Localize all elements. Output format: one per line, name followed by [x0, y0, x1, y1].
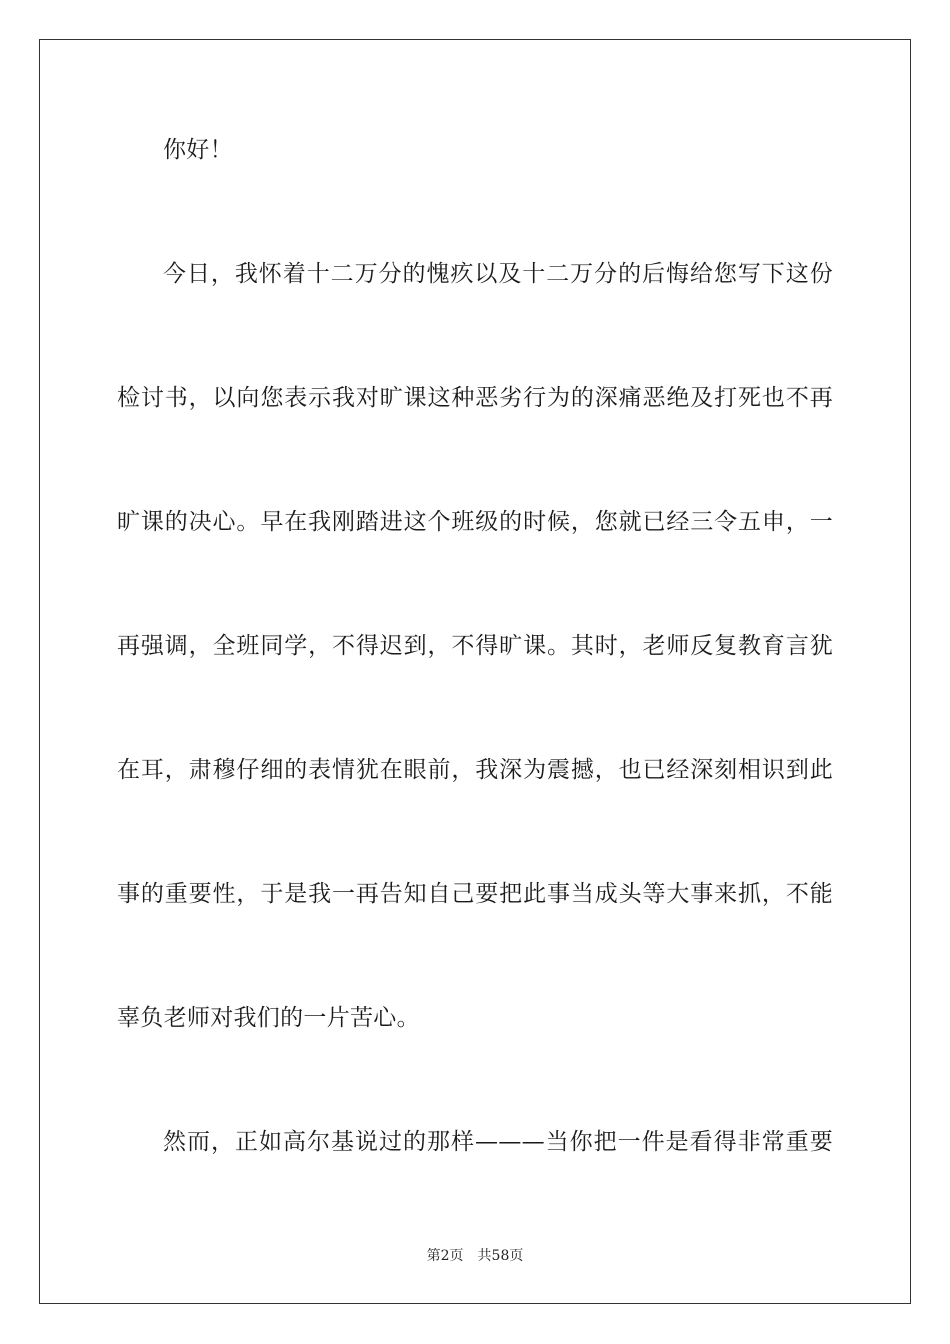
paragraph-2-line-1: 然而，正如高尔基说过的那样———当你把一件是看得非常重要: [163, 1129, 833, 1155]
paragraph-1-line-4: 再强调，全班同学，不得迟到，不得旷课。其时，老师反复教育言犹: [117, 633, 833, 659]
paragraph-1-line-6: 事的重要性，于是我一再告知自己要把此事当成头等大事来抓，不能: [117, 881, 833, 907]
page-number: 第2页: [426, 1248, 464, 1264]
paragraph-1-line-2: 检讨书，以向您表示我对旷课这种恶劣行为的深痛恶绝及打死也不再: [117, 385, 833, 411]
paragraph-1-line-7: 辜负老师对我们的一片苦心。: [117, 1005, 420, 1031]
paragraph-1-line-1: 今日，我怀着十二万分的愧疚以及十二万分的后悔给您写下这份: [163, 261, 833, 287]
page-border: [39, 39, 911, 1304]
greeting-line: 你好！: [163, 137, 233, 163]
page-total: 共58页: [477, 1248, 524, 1264]
paragraph-1-line-5: 在耳，肃穆仔细的表情犹在眼前，我深为震撼，也已经深刻相识到此: [117, 757, 833, 783]
paragraph-1-line-3: 旷课的决心。早在我刚踏进这个班级的时候，您就已经三令五申，一: [117, 509, 833, 535]
page-footer: [0, 1246, 950, 1266]
